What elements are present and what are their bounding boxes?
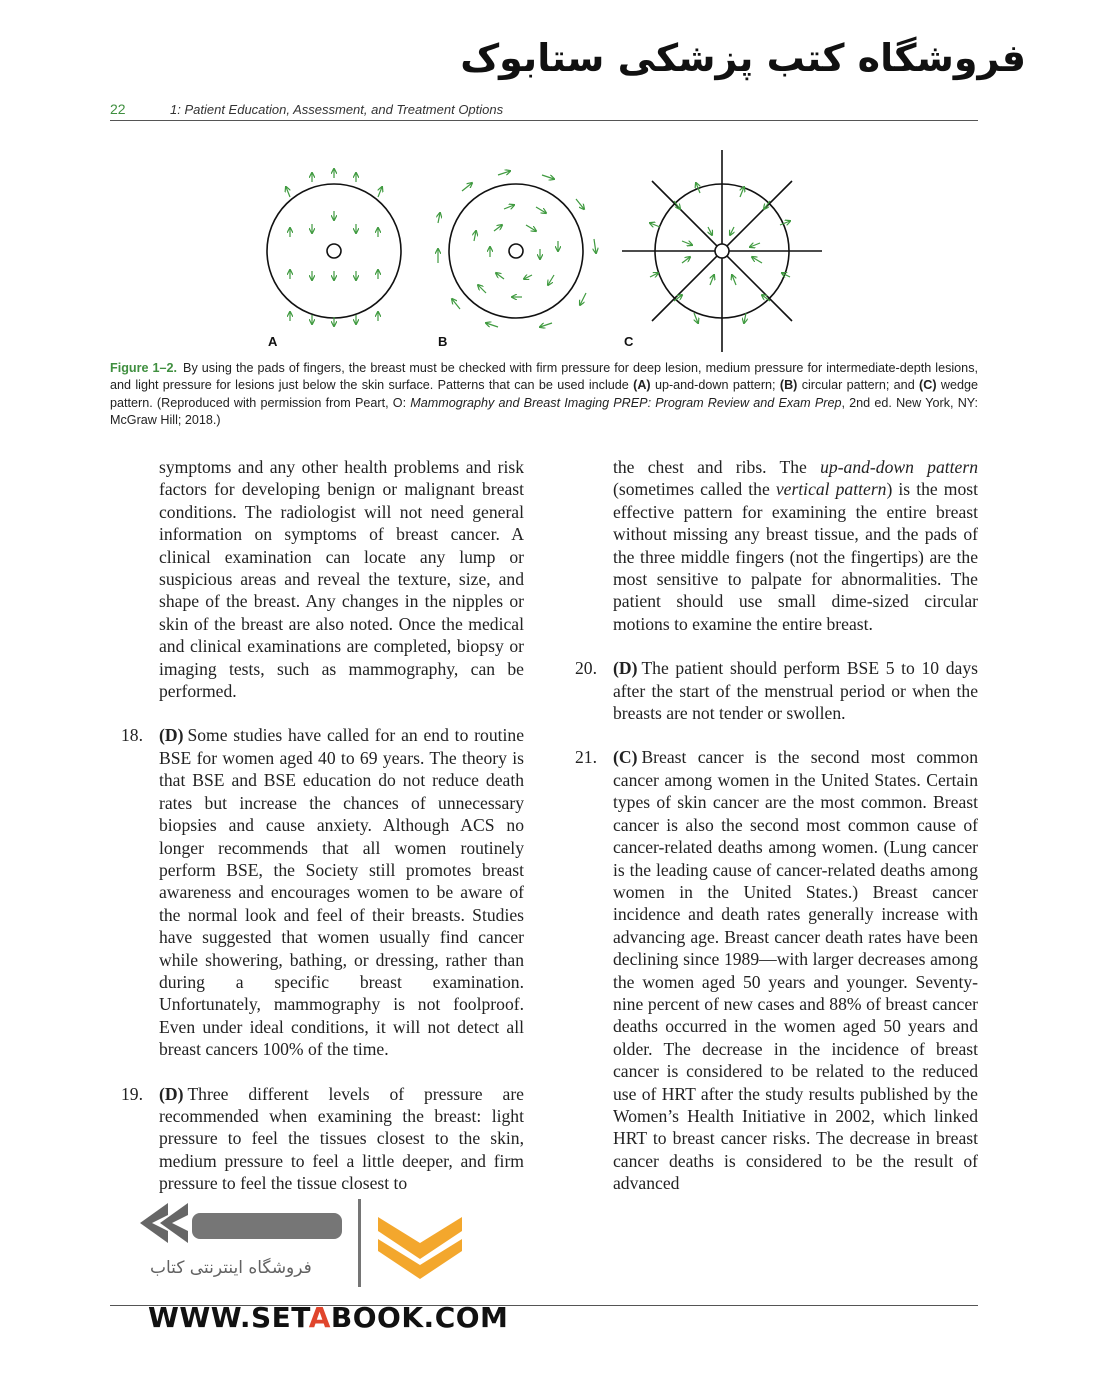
running-head	[110, 100, 978, 121]
footer-url-accent: A	[308, 1301, 331, 1334]
watermark-logo	[130, 1195, 480, 1295]
left-column	[121, 456, 524, 1217]
caption-ref-c: (C)	[919, 378, 937, 393]
footer-url-part-2: BOOK.COM	[330, 1301, 509, 1334]
caption-book-title: Mammography and Breast Imaging PREP: Program Review and Exam Prep	[410, 395, 842, 410]
caption-text-5: , 2nd ed. New York, NY: McGraw Hill; 2018.)	[110, 395, 978, 427]
panel-c-wedge	[622, 150, 822, 352]
answer-choice: (D)	[159, 1083, 184, 1104]
figure-caption	[110, 360, 978, 429]
setabook-logo-icon	[130, 1195, 480, 1295]
answer-choice: (D)	[613, 658, 638, 679]
figure-label: Figure 1–2.	[110, 361, 178, 375]
answer-choice: (D)	[159, 725, 184, 746]
right-column	[575, 456, 978, 1217]
nipple-b	[509, 244, 523, 258]
watermark-subtitle: فروشگاه اینترنتی کتاب	[150, 1258, 312, 1278]
question-number: 18.	[121, 725, 143, 746]
breast-outline-b	[449, 184, 583, 318]
caption-ref-a: (A)	[633, 378, 651, 393]
arrows-b	[438, 171, 596, 327]
continuation-text-3: ) is the most effective pattern for examining the entire breast without missing any breast tissue, and the pads of the three middle fingers (not the fingertips) are the most sensitive to palpate for abnormalities. The patient should use small dime-sized circular motions to examine the entire breast.	[613, 479, 978, 634]
answer-20	[575, 657, 978, 724]
caption-text-3: circular pattern; and	[797, 378, 920, 393]
continuation-paragraph: symptoms and any other health problems and risk factors for developing benign or malignant breast conditions. The radiologist will not need general information on symptoms of breast cancer. A clinical examination can locate any lump or suspicious areas and reveal the texture, size, and shape of the breast. Any changes in the nipples or skin of the breast are also noted. Once the medical and clinical examinations are completed, biopsy or imaging tests, such as mammography, can be performed.	[159, 457, 524, 702]
chapter-title: 1: Patient Education, Assessment, and Treatment Options	[170, 102, 504, 117]
continuation-text-1: the chest and ribs. The	[613, 457, 821, 477]
panel-label-c: C	[624, 334, 634, 349]
panel-label-a: A	[268, 334, 278, 349]
panel-a-up-and-down	[267, 169, 401, 349]
caption-text-1: By using the pads of fingers, the breast must be checked with firm pressure for deep lesion, medium pressure for intermediate-depth lesions, and light pressure for lesions just below the skin surface. Patterns that can be used include	[110, 361, 978, 393]
answer-explanation: Three different levels of pressure are recommended when examining the breast: light pressure to feel the tissues closest to the skin, medium pressure to feel a little deeper, and firm pressure to feel the tissue closest to	[159, 1083, 524, 1194]
breast-outline-a	[267, 184, 401, 318]
term-up-and-down: up-and-down pattern	[820, 457, 978, 477]
answer-19	[121, 1083, 524, 1195]
answer-explanation: Some studies have called for an end to routine BSE for women aged 40 to 69 years. The theory is that BSE and BSE education do not reduce death rates but increase the chances of unnecessary biopsies and cause anxiety. Although ACS no longer recommends that all women routinely perform BSE, the Society still promotes breast awareness and encourages women to be aware of the normal look and feel of their breasts. Studies have suggested that women usually find cancer while showering, bathing, or dressing, rather than during a specific breast examination. Unfortunately, mammography is not foolproof. Even under ideal conditions, it will not detect all breast cancers 100% of the time.	[159, 725, 524, 1060]
continuation-text-2: (sometimes called the	[613, 479, 776, 500]
continuation-paragraph	[613, 456, 978, 635]
brand-title: فروشگاه کتب پزشکی ستابوک	[460, 36, 1026, 80]
question-number: 20.	[575, 658, 597, 679]
nipple-a	[327, 244, 341, 258]
term-vertical: vertical pattern	[775, 479, 887, 500]
answer-21	[575, 746, 978, 1194]
answer-explanation: Breast cancer is the second most common cancer among women in the United States. Certain types of skin cancer are the most common. Breast cancer is also the second most common cause of cancer-related deaths among women. (Lung cancer is the leading cause of cancer-related deaths among women in the United States.) Breast cancer incidence and death rates generally increase with advancing age. Breast cancer death rates have been declining since 1989—with larger decreases among the women aged 50 years and younger. Seventy-nine percent of new cases and 88% of breast cancer deaths occurred in the women aged 50 years and older. The decrease in the incidence of breast cancer is considered to be related to the reduced use of HRT after the study results published by the Women’s Health Initiative in 2002, which linked HRT to breast cancer risks. The decrease in breast cancer deaths is considered to be the result of advanced	[613, 747, 978, 1194]
footer-url[interactable]	[148, 1301, 508, 1334]
page-number: 22	[110, 101, 126, 117]
figure-breast-exam-patterns	[250, 145, 850, 355]
caption-text-4: wedge pattern. (Reproduced with permission from Peart, O:	[110, 378, 978, 410]
answer-choice: (C)	[613, 747, 638, 768]
panel-label-b: B	[438, 334, 448, 349]
answer-explanation: The patient should perform BSE 5 to 10 days after the start of the menstrual period or when the breasts are not tender or swollen.	[613, 658, 978, 724]
nipple-c	[715, 244, 729, 258]
footer-url-part-1: WWW.SET	[148, 1301, 309, 1334]
figure-diagram	[250, 145, 850, 355]
question-number: 19.	[121, 1083, 143, 1104]
answer-18	[121, 724, 524, 1060]
question-number: 21.	[575, 747, 597, 768]
caption-ref-b: (B)	[779, 378, 798, 393]
panel-b-circular	[438, 171, 596, 349]
caption-text-2: up-and-down pattern;	[650, 378, 780, 393]
brand-banner	[0, 36, 1104, 96]
